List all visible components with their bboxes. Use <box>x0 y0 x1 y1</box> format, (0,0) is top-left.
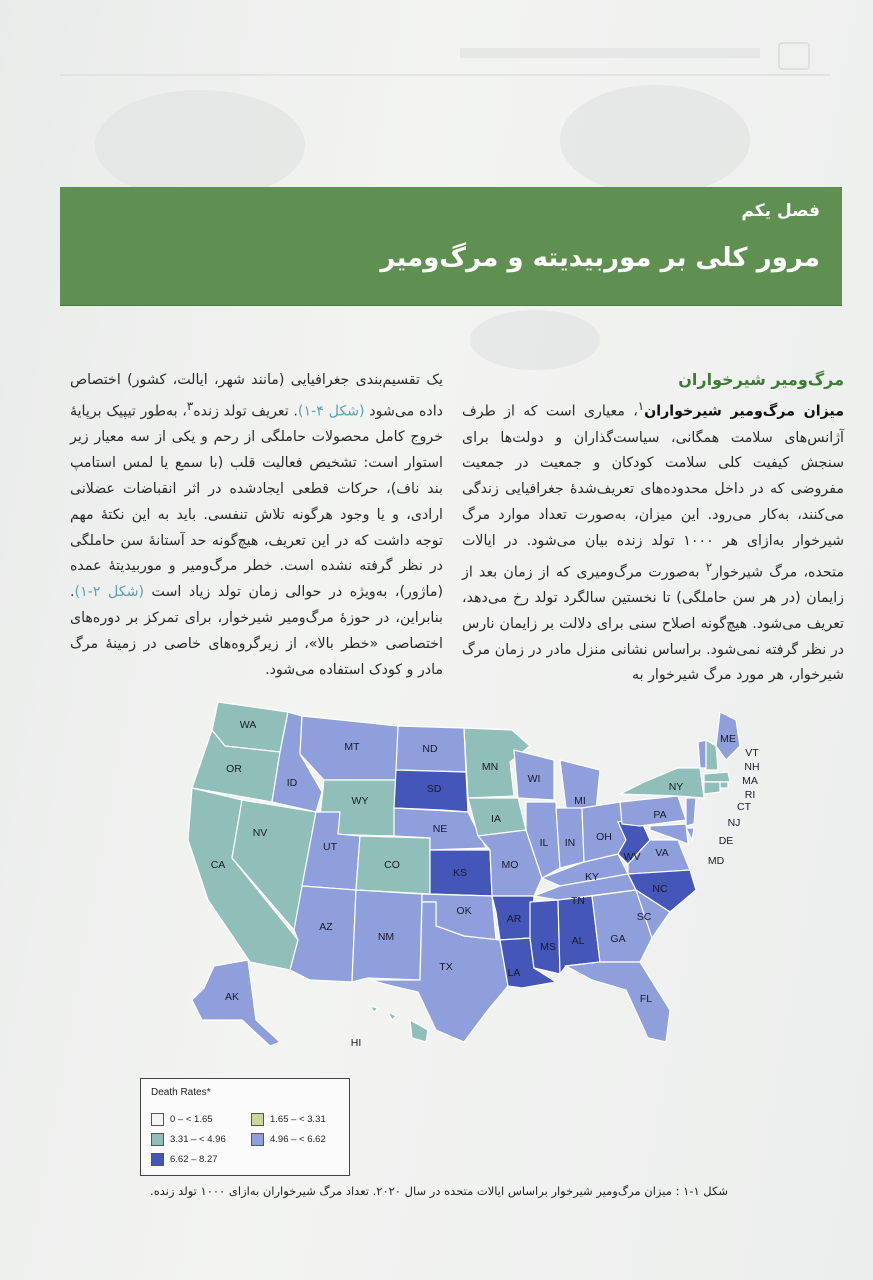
bleedthrough-pie <box>470 310 600 370</box>
legend-swatch <box>151 1113 164 1126</box>
page-header-bleedthrough <box>60 38 830 76</box>
legend-item <box>151 1153 218 1166</box>
paragraph-text: . بنابراین، در حوزهٔ مرگ‌ومیر شیرخوار، برای تمرکز بر دوره‌های اختصاصی «خطر بالا»، از زیرگروه‌های خاصی در زمینهٔ مرگ مادر و کودک استفاده می‌شود. <box>70 584 443 678</box>
bleedthrough-mark <box>778 42 810 70</box>
svg-text:NM: NM <box>377 931 395 943</box>
svg-text:NJ: NJ <box>727 817 741 829</box>
svg-text:MT: MT <box>344 741 360 753</box>
state-AK <box>192 960 280 1046</box>
svg-text:MD: MD <box>707 855 725 867</box>
svg-text:IN: IN <box>564 837 576 849</box>
state-FL <box>566 962 670 1042</box>
bleedthrough-pie <box>95 90 305 200</box>
svg-text:GA: GA <box>610 933 626 945</box>
paragraph-text: به‌صورت مرگ‌ومیری که از زمان بعد از زایمان (در هر سن حاملگی) تا نخستین سالگرد تولد رخ می‌دهد، تعریف می‌شود. هیچ‌گونه اصلاح سنی برای دلالت بر زایمان نارس در نظر گرفته نمی‌شود. براساس نشانی منزل مادر در زمان مرگ شیرخوار، هر مورد مرگ شیرخوار به <box>462 564 844 684</box>
text-column-left <box>70 368 443 683</box>
legend-title: Death Rates* <box>151 1087 211 1098</box>
svg-text:FL: FL <box>639 993 653 1005</box>
figure-reference[interactable]: (شکل ۴-۱) <box>297 403 365 420</box>
svg-text:ND: ND <box>422 743 438 755</box>
state-NJ <box>686 798 696 826</box>
paragraph-text: یک تقسیم‌بندی جغرافیایی (مانند شهر، ایالت، کشور) اختصاص داده می‌شود <box>70 372 443 420</box>
svg-text:UT: UT <box>323 841 337 853</box>
state-MA <box>704 772 730 782</box>
svg-text:VA: VA <box>655 847 669 859</box>
svg-text:ME: ME <box>720 733 736 745</box>
svg-text:MS: MS <box>540 941 556 953</box>
paragraph-text: ، به‌طور تیپیک برپایهٔ خروج کامل محصولات حاملگی از رحم و یکی از سه معیار زیر استوار است: تشخیص فعالیت قلب (با سمع یا لمس استامپ بند ناف)، حرکات قطعی ایجادشده در اثر انقباضات عضلانی ارادی، و یا وجود هرگونه تلاش تنفسی. باید به این نکتهٔ مهم توجه داشت که در این تعریف، هیچ‌گونه حد آستانهٔ سن حاملگی در نظر گرفته نشده است. خطر مرگ‌ومیر و موربیدیتهٔ عمده (ماژور)، به‌ویژه در حوالی زمان تولد زیاد است <box>70 403 443 601</box>
svg-text:WI: WI <box>527 773 541 785</box>
svg-text:OR: OR <box>226 763 242 775</box>
bleedthrough-pie <box>560 85 750 195</box>
svg-text:RI: RI <box>744 789 756 801</box>
section-heading: مرگ‌ومیر شیرخواران <box>678 370 844 389</box>
svg-text:SC: SC <box>636 911 652 923</box>
state-AZ <box>290 886 356 982</box>
figure-caption: شکل ۱-۱ : میزان مرگ‌ومیر شیرخوار براساس ایالات متحده در سال ۲۰۲۰. تعداد مرگ شیرخواران به‌ازای ۱۰۰۰ تولد زنده. <box>150 1184 728 1198</box>
svg-text:IL: IL <box>539 837 549 849</box>
paragraph <box>70 368 443 683</box>
legend-swatch <box>251 1133 264 1146</box>
legend-item <box>251 1133 326 1146</box>
legend-label: 0 – < 1.65 <box>170 1114 213 1125</box>
svg-text:VT: VT <box>745 747 759 759</box>
state-NY <box>620 768 704 798</box>
footnote-mark: ۲ <box>705 559 713 574</box>
chapter-label: فصل یکم <box>741 201 820 221</box>
svg-text:KS: KS <box>452 867 468 879</box>
text-column-right <box>462 368 844 689</box>
paragraph-text: ، معیاری است که از طرف آژانس‌های سلامت همگانی، سیاست‌گذاران و دولت‌ها برای سنجش کیفیت کلی سلامت کودکان و جمعیت در جمعیت مفروضی که در داخل محدوده‌های تعریف‌شدهٔ جغرافیایی زندگی می‌کنند، به‌کار می‌رود. این میزان، به‌صورت تعداد موارد مرگ شیرخوار به‌ازای هر ۱۰۰۰ تولد زنده بیان می‌شود. در ایالات متحده، مرگ شیرخوار <box>462 403 844 581</box>
legend-item <box>251 1113 326 1126</box>
svg-text:PA: PA <box>653 809 667 821</box>
state-VT <box>698 740 706 768</box>
svg-text:NY: NY <box>668 781 684 793</box>
svg-text:TN: TN <box>571 895 585 907</box>
bleedthrough-mark <box>460 48 760 58</box>
svg-text:MA: MA <box>742 775 758 787</box>
svg-text:AK: AK <box>224 991 240 1003</box>
legend-label: 4.96 – < 6.62 <box>270 1134 326 1145</box>
svg-text:IA: IA <box>491 813 501 825</box>
svg-text:TX: TX <box>439 961 453 973</box>
svg-text:WY: WY <box>351 795 369 807</box>
footnote-mark: ۳ <box>186 398 194 413</box>
svg-text:HI: HI <box>350 1037 362 1049</box>
svg-text:WA: WA <box>239 719 257 731</box>
map-legend <box>140 1078 350 1176</box>
state-MS <box>530 900 560 974</box>
svg-text:KY: KY <box>584 871 600 883</box>
svg-text:ID: ID <box>286 777 298 789</box>
svg-text:CA: CA <box>210 859 226 871</box>
svg-text:OK: OK <box>456 905 472 917</box>
footnote-mark: ۱ <box>637 399 645 413</box>
us-infant-mortality-map <box>130 690 770 1070</box>
svg-text:NC: NC <box>652 883 668 895</box>
svg-text:AR: AR <box>506 913 522 925</box>
svg-text:MO: MO <box>501 859 519 871</box>
svg-text:SD: SD <box>426 783 442 795</box>
svg-text:MN: MN <box>481 761 499 773</box>
paragraph <box>462 394 844 689</box>
legend-item <box>151 1133 226 1146</box>
figure-reference[interactable]: (شکل ۲-۱) <box>74 584 144 601</box>
chapter-title: مرور کلی بر موربیدیته و مرگ‌ومیر <box>380 243 820 273</box>
svg-text:NE: NE <box>432 823 448 835</box>
legend-label: 6.62 – 8.27 <box>170 1154 218 1165</box>
svg-text:AZ: AZ <box>319 921 333 933</box>
state-HI <box>370 1006 428 1042</box>
state-RI <box>720 782 728 788</box>
svg-text:LA: LA <box>507 967 521 979</box>
legend-item <box>151 1113 213 1126</box>
svg-text:MI: MI <box>574 795 586 807</box>
chapter-banner <box>60 187 842 305</box>
defined-term: میزان مرگ‌ومیر شیرخواران <box>644 403 844 420</box>
legend-label: 1.65 – < 3.31 <box>270 1114 326 1125</box>
svg-text:OH: OH <box>596 831 612 843</box>
paragraph-text: . تعریف تولد زنده <box>193 403 298 420</box>
legend-swatch <box>151 1133 164 1146</box>
svg-text:CO: CO <box>384 859 400 871</box>
state-CT <box>704 782 720 794</box>
legend-swatch <box>151 1153 164 1166</box>
legend-swatch <box>251 1113 264 1126</box>
svg-text:AL: AL <box>571 935 585 947</box>
svg-text:NH: NH <box>744 761 760 773</box>
svg-text:DE: DE <box>718 835 734 847</box>
legend-label: 3.31 – < 4.96 <box>170 1134 226 1145</box>
svg-text:WV: WV <box>623 851 641 863</box>
svg-text:NV: NV <box>252 827 268 839</box>
svg-text:CT: CT <box>737 801 751 813</box>
